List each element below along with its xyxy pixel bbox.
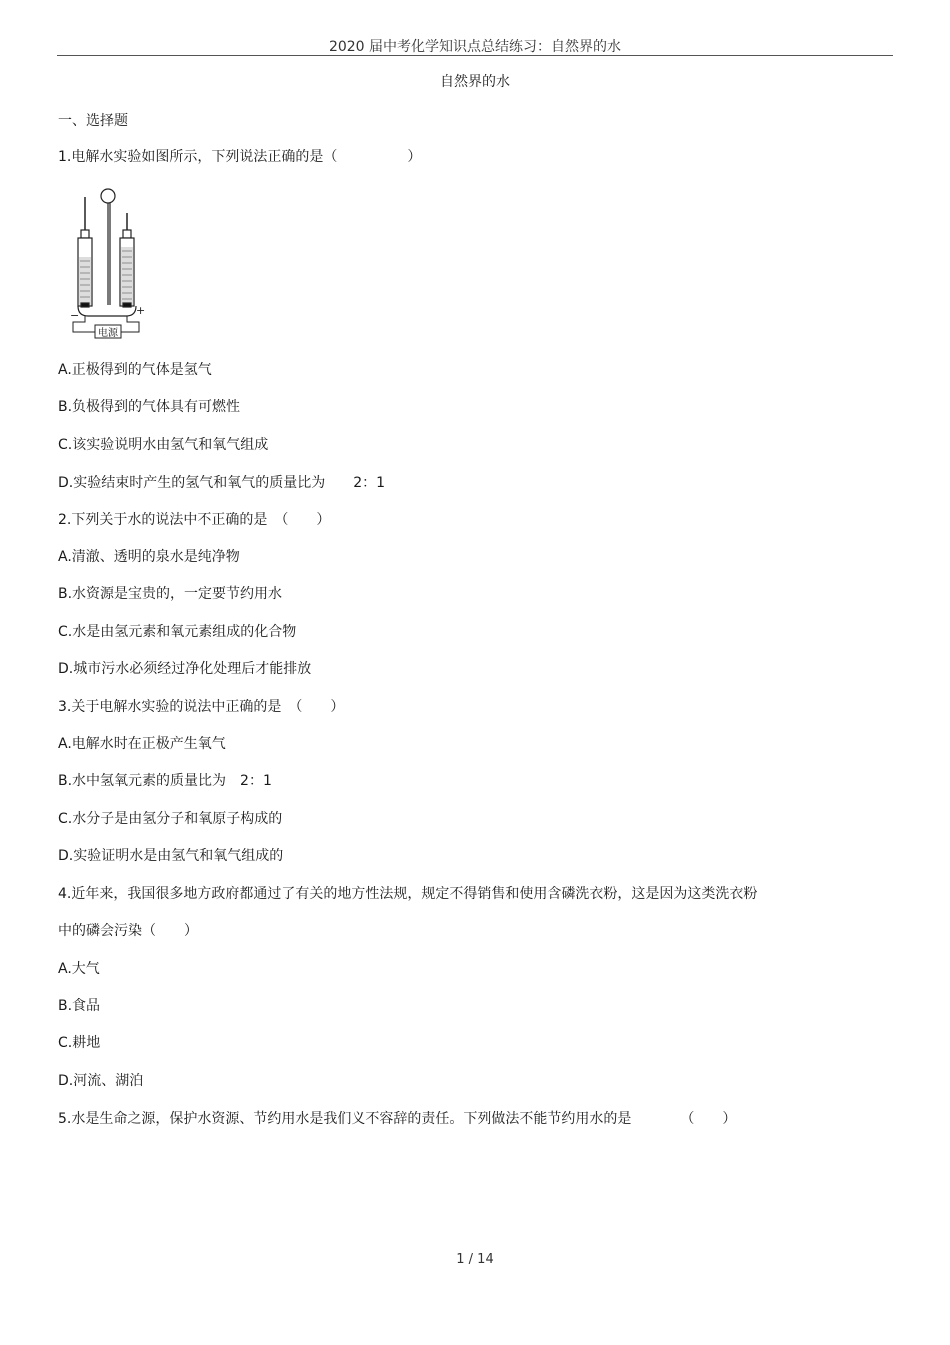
right-tube	[120, 213, 134, 307]
question-2-option-a: A.清澈、透明的泉水是纯净物	[58, 549, 240, 565]
question-2-option-d: D.城市污水必须经过净化处理后才能排放	[58, 661, 312, 677]
positive-sign: +	[136, 304, 146, 317]
question-2-stem: 2.下列关于水的说法中不正确的是 （ ）	[58, 512, 331, 528]
question-3-stem: 3.关于电解水实验的说法中正确的是 （ ）	[58, 699, 345, 715]
reservoir-bulb	[101, 189, 115, 305]
question-3-option-d: D.实验证明水是由氢气和氧气组成的	[58, 848, 284, 864]
question-3-option-a: A.电解水时在正极产生氧气	[58, 736, 226, 752]
question-1-option-b: B.负极得到的气体具有可燃性	[58, 399, 241, 415]
question-1-option-c: C.该实验说明水由氢气和氧气组成	[58, 437, 269, 453]
running-header: 2020 届中考化学知识点总结练习：自然界的水	[328, 39, 622, 55]
question-1-option-d: D.实验结束时产生的氢气和氧气的质量比为 2：1	[58, 475, 386, 491]
question-4-option-d: D.河流、湖泊	[58, 1073, 144, 1089]
electrolysis-apparatus-figure	[68, 185, 148, 340]
question-2-option-c: C.水是由氢元素和氧元素组成的化合物	[58, 624, 297, 640]
question-4-stem-line-1: 4.近年来，我国很多地方政府都通过了有关的地方性法规，规定不得销售和使用含磷洗衣粉，这是因为这类洗衣粉	[58, 886, 758, 902]
question-3-option-c: C.水分子是由氢分子和氧原子构成的	[58, 811, 283, 827]
header-divider	[57, 55, 893, 56]
left-tube	[78, 197, 92, 307]
negative-sign: −	[70, 309, 80, 322]
question-2-option-b: B.水资源是宝贵的，一定要节约用水	[58, 586, 283, 602]
question-4-option-c: C.耕地	[58, 1035, 101, 1051]
document-title: 自然界的水	[440, 74, 510, 90]
power-source-label: 电源	[98, 328, 118, 339]
question-4-stem-line-2: 中的磷会污染（ ）	[58, 923, 198, 939]
page-number: 1 / 14	[456, 1252, 494, 1267]
question-4-option-b: B.食品	[58, 998, 101, 1014]
question-5-stem: 5.水是生命之源，保护水资源、节约用水是我们义不容辞的责任。下列做法不能节约用水的是 （ ）	[58, 1111, 737, 1127]
question-4-option-a: A.大气	[58, 961, 100, 977]
question-1-stem: 1.电解水实验如图所示，下列说法正确的是（ ）	[58, 149, 422, 165]
question-3-option-b: B.水中氢氧元素的质量比为 2：1	[58, 773, 272, 789]
section-heading: 一、选择题	[58, 113, 128, 129]
question-1-option-a: A.正极得到的气体是氢气	[58, 362, 212, 378]
